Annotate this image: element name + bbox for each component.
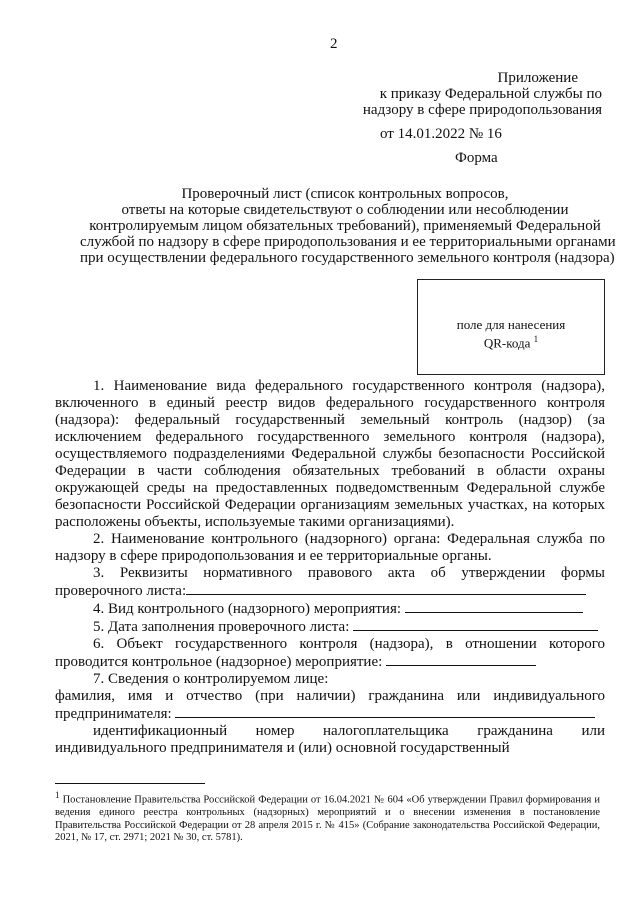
item-4: 4. Вид контрольного (надзорного) мероприятия: — [55, 600, 605, 618]
title-line: при осуществлении федерального государственного земельного контроля (надзора) — [80, 250, 615, 266]
appendix-line: Приложение — [497, 70, 578, 86]
title-line: службой по надзору в сфере природопользования и ее территориальными органами — [80, 234, 616, 250]
item-3: 3. Реквизиты нормативного правового акта об утверждении формы проверочного листа: — [55, 565, 605, 599]
item-6: 6. Объект государственного контроля (надзора), в отношении которого проводится контрольное (надзорное) мероприятие: — [55, 636, 605, 670]
item-7b: идентификационный номер налогоплательщика гражданина или индивидуального предпринимателя и (или) основной государственный — [55, 723, 605, 756]
fill-line[interactable] — [175, 705, 595, 718]
appendix-line: к приказу Федеральной службы по — [379, 86, 602, 102]
footnote-mark: 1 — [55, 790, 60, 800]
form-label: Форма — [455, 150, 498, 166]
document-body — [55, 378, 605, 757]
item-2: 2. Наименование контрольного (надзорного) органа: Федеральная служба по надзору в сфере природопользования и ее территориальные органы. — [55, 531, 605, 564]
footnote — [55, 789, 600, 845]
footnote-text: Постановление Правительства Российской Федерации от 16.04.2021 № 604 «Об утверждении Правил формирования и ведения единого реестра контрольных (надзорных) мероприятий и о внесении изменения в постановление Правительства Российской Федерации от 28 апреля 2015 г. № 415» (Собрание законодательства Российской Федерации, 2021, № 17, ст. 2971; 2021 № 30, ст. 5781). — [55, 794, 600, 843]
title-line: ответы на которые свидетельствуют о соблюдении или несоблюдении — [121, 202, 569, 218]
fill-line[interactable] — [386, 653, 536, 666]
qr-code-field — [417, 279, 605, 375]
item-7a: фамилия, имя и отчество (при наличии) гражданина или индивидуального предпринимателя: — [55, 688, 605, 722]
title-line: Проверочный лист (список контрольных вопросов, — [181, 186, 509, 202]
qr-label-2: QR-кода $^1$ — [483, 334, 539, 351]
appendix-header — [350, 70, 602, 118]
fill-line[interactable] — [186, 582, 586, 595]
item-1: 1. Наименование вида федерального государственного контроля (надзора), включенного в единый реестр видов федерального государственного контроля (надзора): федеральный государственный земельный контроль (надзор) (за исключением федерального государственного земельного контроля (надзора), осуществляемого подразделениями Федеральной службы безопасности Российской Федерации в части соблюдения обязательных требований в области охраны окружающей среды на предоставленных подведомственным Федеральной службе безопасности Российской Федерации организациям земельных участках, на которых расположены объекты, используемые такими организациями). — [55, 378, 605, 530]
item-5: 5. Дата заполнения проверочного листа: — [55, 618, 605, 636]
fill-line[interactable] — [405, 600, 583, 613]
fill-line[interactable] — [353, 618, 598, 631]
item-7: 7. Сведения о контролируемом лице: — [93, 671, 329, 687]
page-number: 2 — [330, 36, 338, 52]
title-line: контролируемым лицом обязательных требований), применяемый Федеральной — [89, 218, 601, 234]
footnote-ref: 1 — [533, 334, 539, 344]
document-title — [80, 186, 616, 266]
qr-label: поле для нанесения — [456, 317, 566, 332]
order-date: от 14.01.2022 № 16 — [380, 126, 502, 142]
appendix-line: надзору в сфере природопользования — [362, 102, 602, 118]
footnote-divider — [55, 783, 205, 784]
